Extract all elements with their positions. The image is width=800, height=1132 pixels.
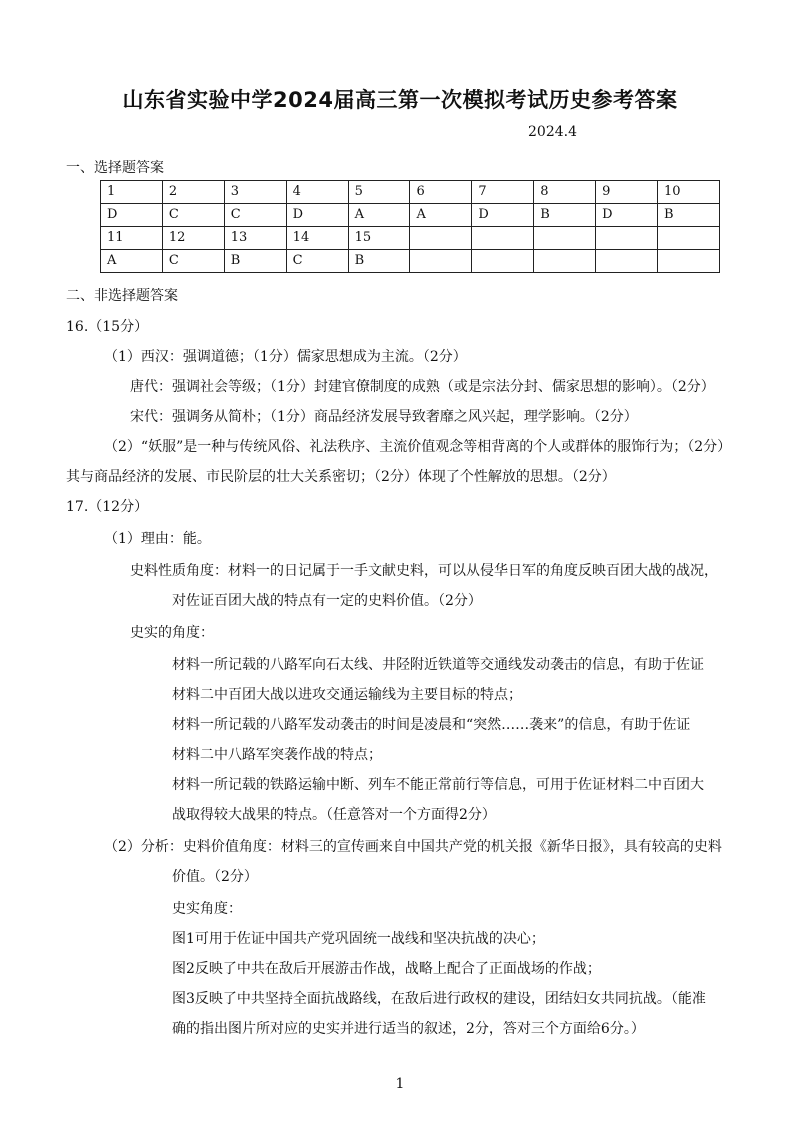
- table-cell: 8: [534, 181, 596, 204]
- table-cell: C: [224, 204, 286, 227]
- q17-part2-analysis-cont: 价值。（2分）: [172, 869, 258, 885]
- page-number: 1: [395, 1076, 405, 1092]
- table-cell: D: [596, 204, 658, 227]
- q17-fact-2-cont: 材料二中八路军突袭作战的特点；: [172, 747, 382, 763]
- table-cell: 13: [224, 227, 286, 250]
- table-cell: 1: [101, 181, 163, 204]
- q16-part1-tang: 唐代：强调社会等级；（1分）封建官僚制度的成熟（或是宗法分封、儒家思想的影响）。（2分）: [130, 379, 715, 395]
- table-cell: [410, 250, 472, 273]
- q17-figure-3: 图3反映了中共坚持全面抗战路线，在敌后进行政权的建设，团结妇女共同抗战。（能准: [172, 991, 706, 1007]
- table-cell: 14: [286, 227, 348, 250]
- table-cell: 11: [101, 227, 163, 250]
- table-cell: 7: [472, 181, 534, 204]
- section-heading-choice: 一、选择题答案: [66, 160, 164, 176]
- q17-figure-2: 图2反映了中共在敌后开展游击作战，战略上配合了正面战场的作战；: [172, 961, 601, 977]
- table-row: [101, 227, 720, 250]
- page-title: 山东省实验中学2024届高三第一次模拟考试历史参考答案: [122, 88, 678, 112]
- q16-part1-han: （1）西汉：强调道德；（1分）儒家思想成为主流。（2分）: [104, 349, 467, 365]
- table-cell: [410, 227, 472, 250]
- table-cell: 9: [596, 181, 658, 204]
- table-cell: 6: [410, 181, 472, 204]
- q17-source-nature: 史料性质角度：材料一的日记属于一手文献史料，可以从侵华日军的角度反映百团大战的战况，: [130, 563, 718, 579]
- q16-header: 16.（15分）: [66, 319, 149, 335]
- q16-part2: （2）“妖服”是一种与传统风俗、礼法秩序、主流价值观念等相背离的个人或群体的服饰行为；（2分）: [104, 439, 732, 455]
- table-row: [101, 181, 720, 204]
- section-heading-nonchoice: 二、非选择题答案: [66, 288, 178, 304]
- document-date: 2024.4: [528, 124, 577, 140]
- q16-part1-song: 宋代：强调务从简朴；（1分）商品经济发展导致奢靡之风兴起，理学影响。（2分）: [130, 409, 638, 425]
- table-cell: [534, 227, 596, 250]
- table-cell: C: [162, 250, 224, 273]
- q17-part2-analysis: （2）分析：史料价值角度：材料三的宣传画来自中国共产党的机关报《新华日报》，具有较高的史料: [104, 839, 722, 855]
- q17-fact-1: 材料一所记载的八路军向石太线、井陉附近铁道等交通线发动袭击的信息，有助于佐证: [172, 657, 704, 673]
- table-row: [101, 204, 720, 227]
- table-cell: 4: [286, 181, 348, 204]
- table-cell: B: [534, 204, 596, 227]
- table-cell: [596, 227, 658, 250]
- table-cell: A: [410, 204, 472, 227]
- table-cell: A: [348, 204, 410, 227]
- table-cell: [472, 227, 534, 250]
- q17-figure-1: 图1可用于佐证中国共产党巩固统一战线和坚决抗战的决心；: [172, 931, 545, 947]
- q17-source-nature-cont: 对佐证百团大战的特点有一定的史料价值。（2分）: [172, 593, 482, 609]
- table-cell: B: [224, 250, 286, 273]
- table-cell: 10: [658, 181, 720, 204]
- table-cell: [658, 250, 720, 273]
- q17-fact-3-cont: 战取得较大战果的特点。（任意答对一个方面得2分）: [172, 807, 496, 823]
- table-cell: 3: [224, 181, 286, 204]
- q17-fact-angle: 史实的角度：: [130, 625, 214, 641]
- table-cell: [658, 227, 720, 250]
- q17-fact-2: 材料一所记载的八路军发动袭击的时间是凌晨和“突然……袭来”的信息，有助于佐证: [172, 717, 691, 733]
- table-cell: 15: [348, 227, 410, 250]
- q16-part2-cont: 其与商品经济的发展、市民阶层的壮大关系密切；（2分）体现了个性解放的思想。（2分）: [66, 469, 616, 485]
- q17-part1-reason: （1）理由：能。: [104, 531, 211, 547]
- table-cell: C: [286, 250, 348, 273]
- q17-part2-fact-angle: 史实角度：: [172, 901, 242, 917]
- answer-table: [100, 180, 720, 273]
- q17-fact-1-cont: 材料二中百团大战以进攻交通运输线为主要目标的特点；: [172, 687, 522, 703]
- table-cell: [596, 250, 658, 273]
- q17-header: 17.（12分）: [66, 499, 149, 515]
- table-cell: B: [658, 204, 720, 227]
- table-cell: 5: [348, 181, 410, 204]
- table-row: [101, 250, 720, 273]
- table-cell: A: [101, 250, 163, 273]
- table-cell: 12: [162, 227, 224, 250]
- table-cell: [534, 250, 596, 273]
- table-cell: D: [286, 204, 348, 227]
- table-cell: [472, 250, 534, 273]
- q17-figure-3-cont: 确的指出图片所对应的史实并进行适当的叙述，2分，答对三个方面给6分。）: [172, 1021, 645, 1037]
- table-cell: 2: [162, 181, 224, 204]
- q17-fact-3: 材料一所记载的铁路运输中断、列车不能正常前行等信息，可用于佐证材料二中百团大: [172, 777, 704, 793]
- table-cell: B: [348, 250, 410, 273]
- table-cell: D: [101, 204, 163, 227]
- table-cell: C: [162, 204, 224, 227]
- table-cell: D: [472, 204, 534, 227]
